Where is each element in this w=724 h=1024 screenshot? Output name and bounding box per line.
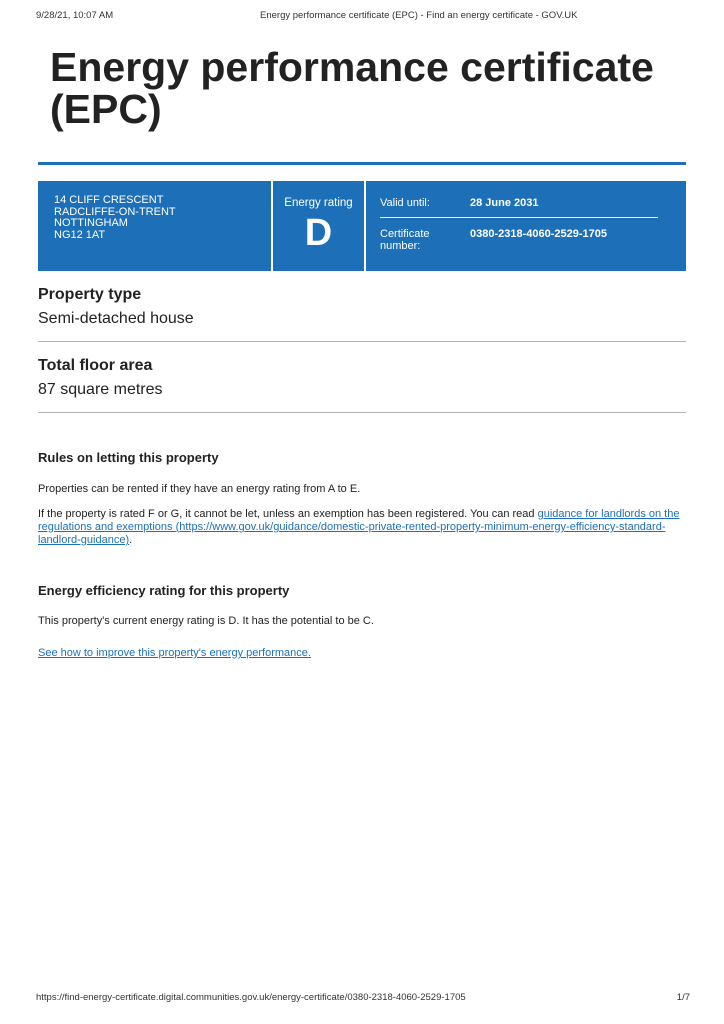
exemption-text-prefix: If the property is rated F or G, it cannot be let, unless an exemption has been registered. You can read — [38, 508, 538, 520]
letting-rules-text: Properties can be rented if they have an energy rating from A to E. — [38, 483, 361, 495]
page-title: Energy performance certificate (EPC) — [50, 44, 654, 132]
valid-until-value: 28 June 2031 — [470, 197, 539, 209]
certificate-number-value: 0380-2318-4060-2529-1705 — [470, 228, 608, 240]
exemption-text-suffix: . — [129, 534, 133, 546]
certificate-details — [366, 181, 686, 271]
improve-performance-line — [38, 647, 311, 660]
letting-exemption-text — [38, 508, 688, 547]
landlord-guidance-link[interactable]: guidance for landlords on the regulations and exemptions (https://www.gov.uk/guidance/domestic-private-rented-property-minimum-energy-efficiency-standard-landlord-guidance) — [38, 508, 680, 546]
efficiency-heading: Energy efficiency rating for this property — [38, 583, 290, 598]
letting-rules-heading: Rules on letting this property — [38, 450, 219, 465]
print-footer-url: https://find-energy-certificate.digital.communities.gov.uk/energy-certificate/0380-2318-4060-2529-1705 — [36, 992, 466, 1003]
details-divider — [380, 217, 658, 218]
valid-until-label: Valid until: — [380, 197, 430, 209]
floor-area-heading: Total floor area — [38, 357, 153, 374]
improve-performance-link[interactable]: See how to improve this property's energy performance. — [38, 647, 311, 659]
property-address — [38, 181, 271, 271]
certificate-label-line: Certificate — [380, 228, 430, 240]
efficiency-text: This property's current energy rating is D. It has the potential to be C. — [38, 615, 374, 627]
floor-area-value: 87 square metres — [38, 381, 163, 398]
certificate-label-line: number: — [380, 240, 421, 252]
address-line: RADCLIFFE-ON-TRENT — [54, 205, 176, 218]
address-line: NG12 1AT — [54, 228, 106, 241]
property-type-heading: Property type — [38, 286, 142, 303]
energy-rating-letter: D — [304, 212, 333, 254]
print-datetime: 9/28/21, 10:07 AM — [36, 10, 114, 21]
address-line: 14 CLIFF CRESCENT — [54, 194, 164, 206]
section-divider — [38, 341, 686, 342]
title-divider — [38, 162, 686, 165]
section-divider — [38, 412, 686, 413]
energy-rating-label: Energy rating — [284, 197, 353, 209]
certificate-number-label — [380, 228, 430, 252]
energy-rating-box — [273, 181, 364, 271]
address-line: NOTTINGHAM — [54, 217, 128, 229]
certificate-summary-banner — [38, 181, 686, 271]
property-type-value: Semi-detached house — [38, 310, 194, 327]
print-page-number: 1/7 — [676, 992, 690, 1003]
print-document-title: Energy performance certificate (EPC) - Find an energy certificate - GOV.UK — [260, 10, 578, 21]
